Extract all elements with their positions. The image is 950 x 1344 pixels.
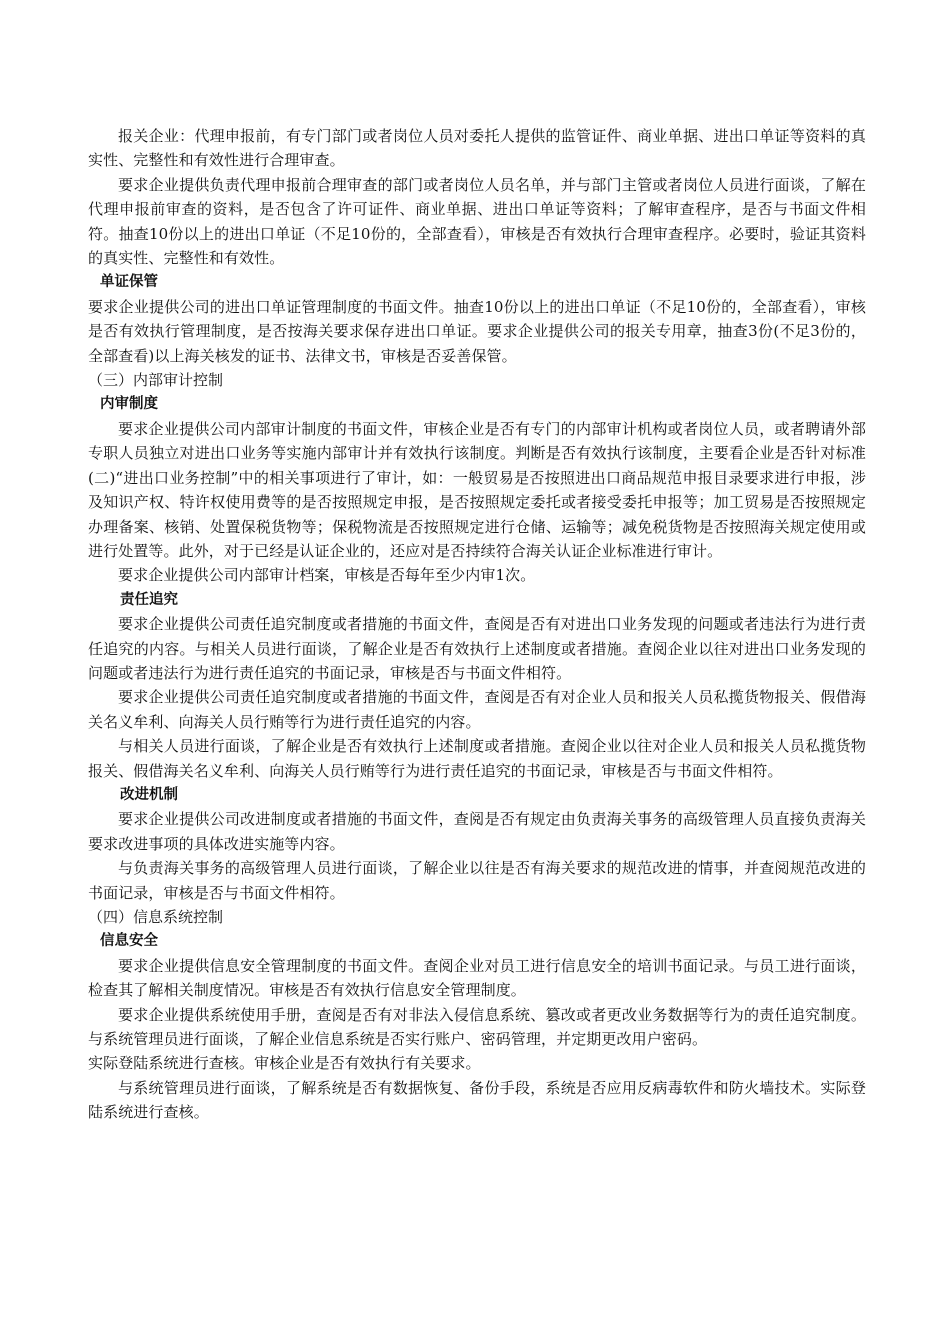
paragraph: 要求企业提供公司责任追究制度或者措施的书面文件，查阅是否有对企业人员和报关人员私揽货物报关、假借海关名义牟利、向海关人员行贿等行为进行责任追究的内容。 [88,688,866,731]
paragraph: 与相关人员进行面谈，了解企业是否有效执行上述制度或者措施。查阅企业以往对企业人员和报关人员私揽货物报关、假借海关名义牟利、向海关人员行贿等行为进行责任追究的书面记录，审核是否与书面文件相符。 [88,737,866,780]
heading-information-security: 信息安全 [100,933,158,950]
heading-accountability: 责任追究 [120,591,178,608]
paragraph: 要求企业提供公司内部审计档案，审核是否每年至少内审1次。 [118,566,536,585]
paragraph: 要求企业提供公司责任追究制度或者措施的书面文件，查阅是否有对进出口业务发现的问题或者违法行为进行责任追究的内容。与相关人员进行面谈，了解企业是否有效执行上述制度或者措施。查阅企业以往对进出口业务发现的问题或者违法行为进行责任追究的书面记录，审核是否与书面文件相符。 [88,615,866,682]
paragraph: 要求企业提供信息安全管理制度的书面文件。查阅企业对员工进行信息安全的培训书面记录。与员工进行面谈，检查其了解相关制度情况。审核是否有效执行信息安全管理制度。 [88,956,866,1000]
paragraph: 要求企业提供公司的进出口单证管理制度的书面文件。抽查10份以上的进出口单证（不足10份的，全部查看），审核是否有效执行管理制度，是否按海关要求保存进出口单证。要求企业提供公司的报关专用章，抽查3份(不足3份的，全部查看)以上海关核发的证书、法律文书，审核是否妥善保管。 [88,297,866,365]
paragraph: 与系统管理员进行面谈，了解系统是否有数据恢复、备份手段，系统是否应用反病毒软件和防火墙技术。实际登陆系统进行查核。 [88,1078,866,1122]
section-title-information-system: （四）信息系统控制 [88,908,224,926]
section-title-internal-audit: （三）内部审计控制 [88,371,224,390]
heading-internal-audit-system: 内审制度 [100,396,158,413]
paragraph: 要求企业提供公司改进制度或者措施的书面文件，查阅是否有规定由负责海关事务的高级管理人员直接负责海关要求改进事项的具体改进实施等内容。 [88,810,866,853]
paragraph: 要求企业提供公司内部审计制度的书面文件，审核企业是否有专门的内部审计机构或者岗位人员，或者聘请外部专职人员独立对进出口业务等实施内部审计并有效执行该制度。判断是否有效执行该制度，主要看企业是否针对标准(二)“进出口业务控制”中的相关事项进行了审计，如：一般贸易是否按照进出口商品规范申报目录要求进行申报，涉及知识产权、特许权使用费等的是否按照规定申报，是否按照规定委托或者接受委托申报等；加工贸易是否按照规定办理备案、核销、处置保税货物等；保税物流是否按照规定进行仓储、运输等；减免税货物是否按照海关规定使用或进行处置等。此外，对于已经是认证企业的，还应对是否持续符合海关认证企业标准进行审计。 [88,419,866,560]
heading-improvement-mechanism: 改进机制 [120,786,178,803]
paragraph: 报关企业：代理申报前，有专门部门或者岗位人员对委托人提供的监管证件、商业单据、进出口单证等资料的真实性、完整性和有效性进行合理审查。 [88,127,866,170]
paragraph: 要求企业提供系统使用手册，查阅是否有对非法入侵信息系统、篡改或者更改业务数据等行为的责任追究制度。与系统管理员进行面谈，了解企业信息系统是否实行账户、密码管理，并定期更改用户密码。 [88,1005,866,1049]
paragraph: 要求企业提供负责代理申报前合理审查的部门或者岗位人员名单，并与部门主管或者岗位人员进行面谈，了解在代理申报前审查的资料，是否包含了许可证件、商业单据、进出口单证等资料；了解审查程序，是否与书面文件相符。抽查10份以上的进出口单证（不足10份的，全部查看），审核是否有效执行合理审查程序。必要时，验证其资料的真实性、完整性和有效性。 [88,175,866,268]
heading-document-custody: 单证保管 [100,274,158,291]
paragraph: 实际登陆系统进行查核。审核企业是否有效执行有关要求。 [88,1054,481,1073]
document-body [88,124,866,1125]
paragraph: 与负责海关事务的高级管理人员进行面谈，了解企业以往是否有海关要求的规范改进的情事，并查阅规范改进的书面记录，审核是否与书面文件相符。 [88,859,866,902]
